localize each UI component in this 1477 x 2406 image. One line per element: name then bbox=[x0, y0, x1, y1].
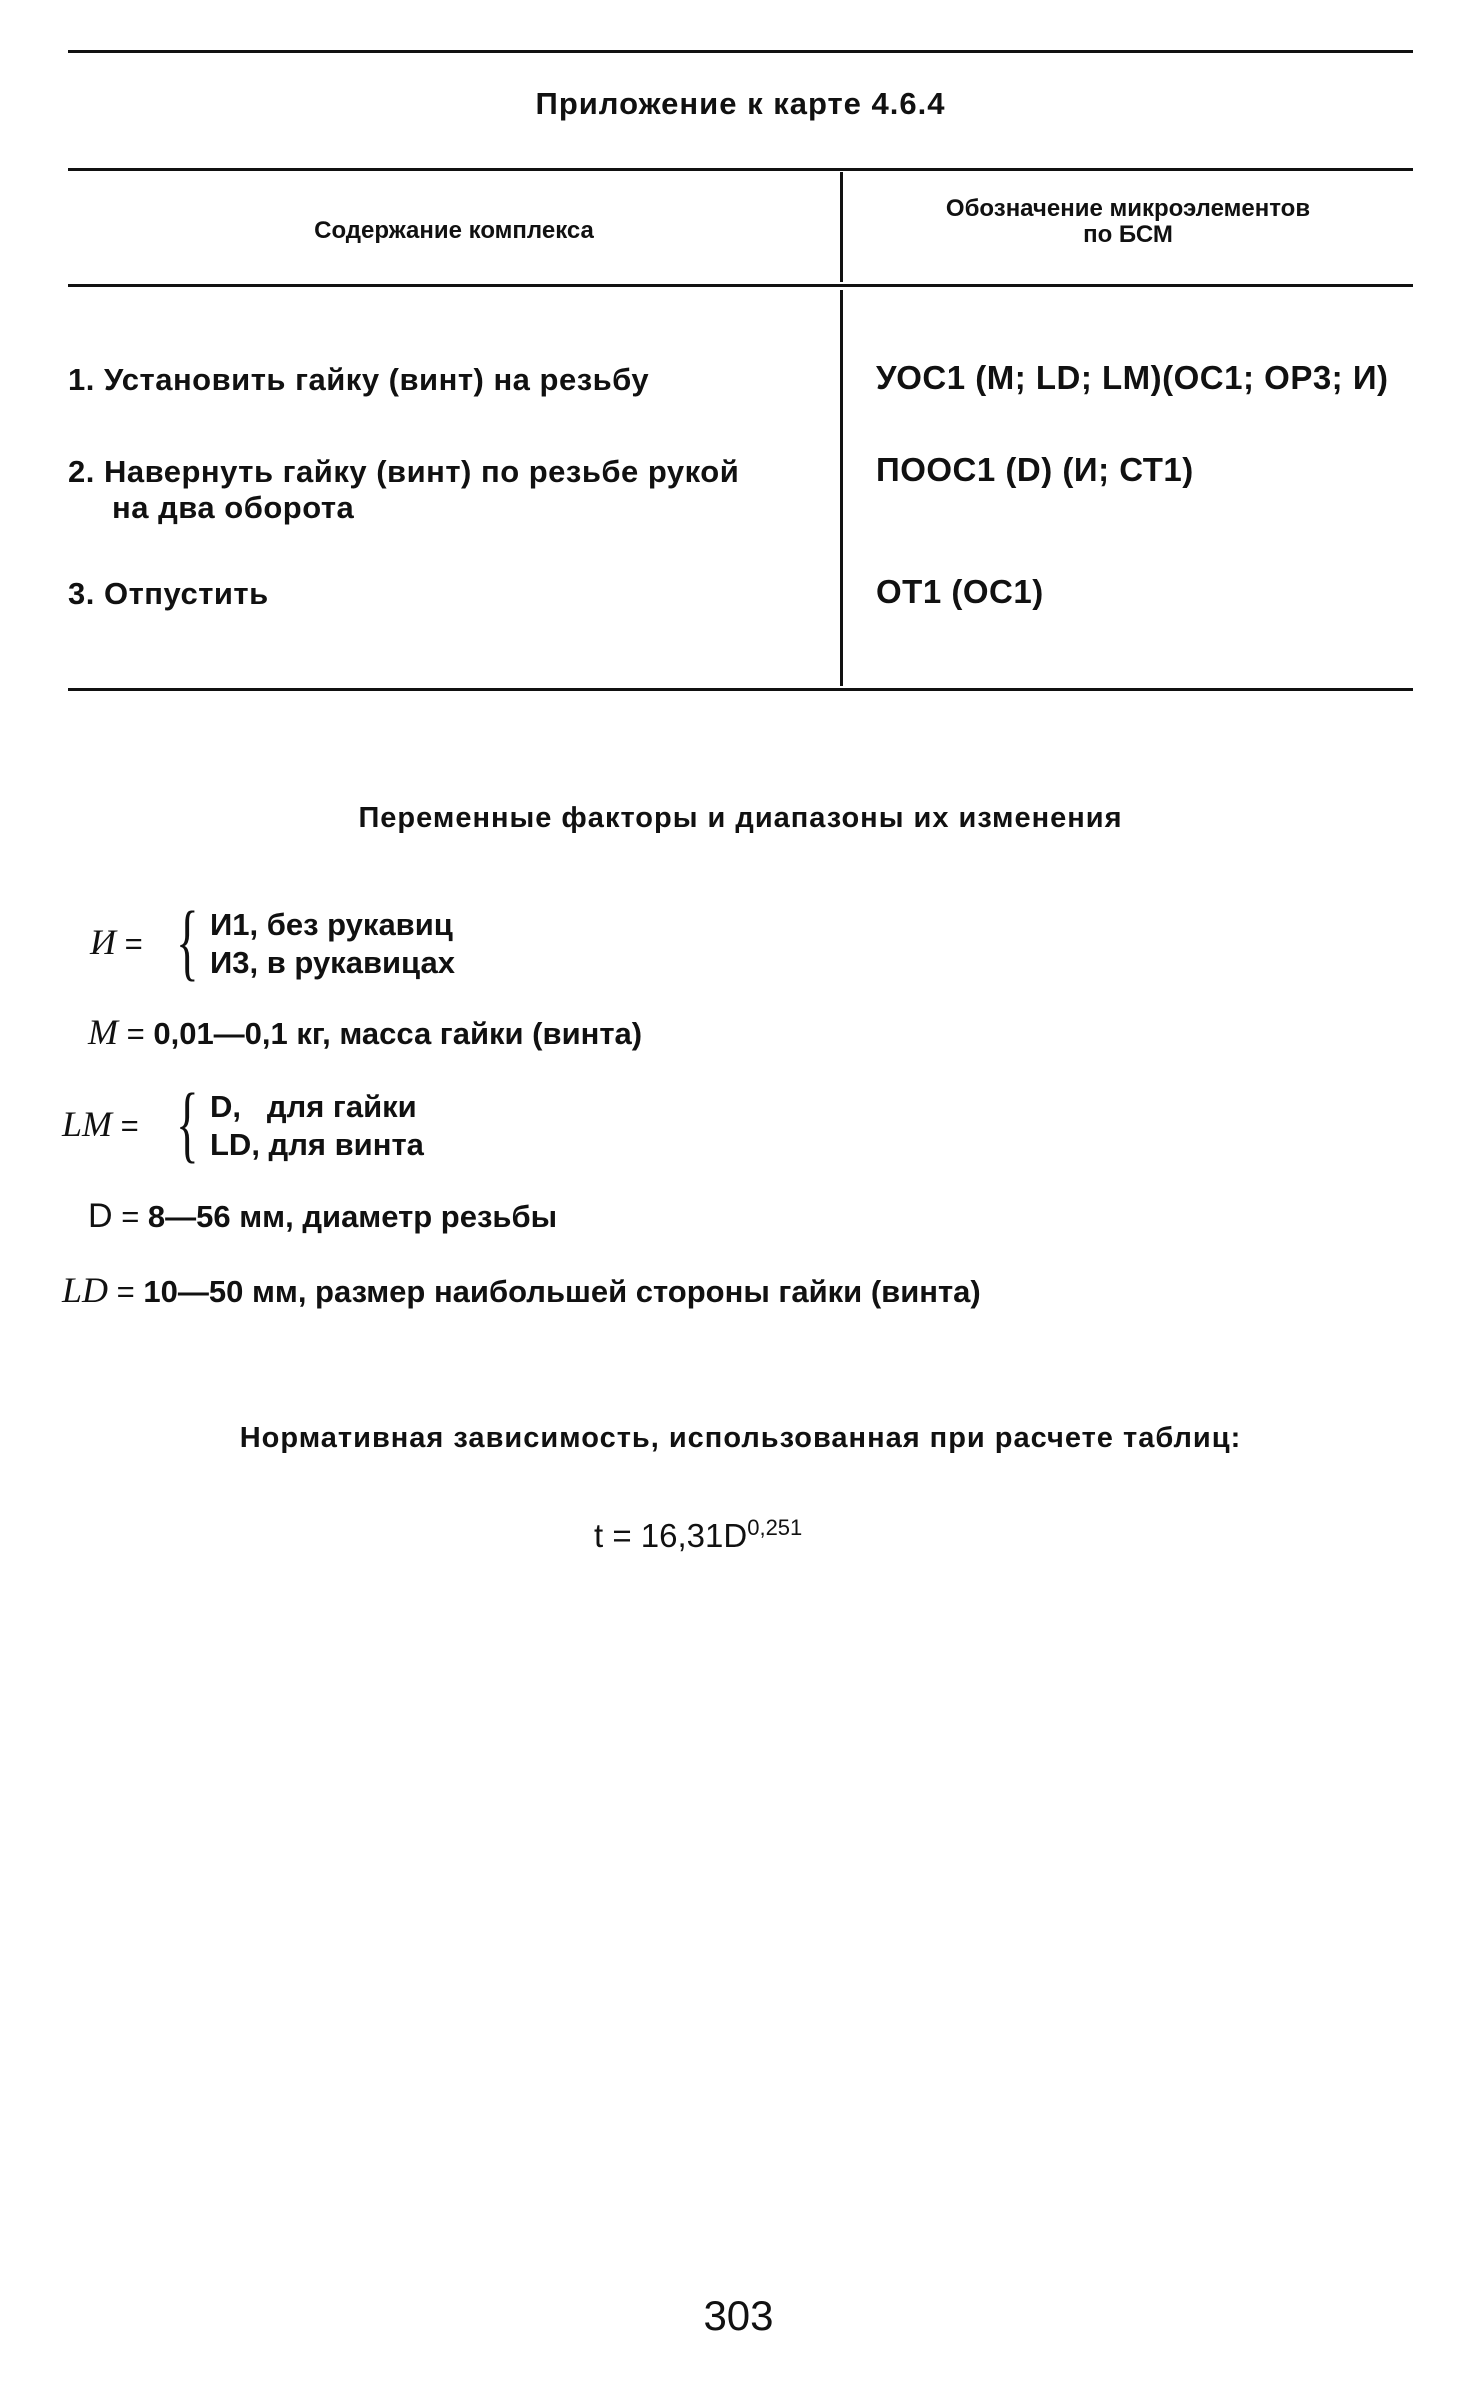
formula bbox=[594, 1510, 802, 1554]
top-rule bbox=[68, 50, 1413, 53]
header-bottom-rule bbox=[68, 284, 1413, 287]
page-number: 303 bbox=[703, 2292, 774, 2339]
row-2-content bbox=[68, 454, 828, 526]
row-3-code: ОТ1 (ОС1) bbox=[876, 573, 1044, 610]
variables-title: Переменные факторы и диапазоны их изменения bbox=[358, 802, 1123, 834]
var-d-row bbox=[88, 1198, 557, 1235]
row-2-code: ПООС1 (D) (И; СТ1) bbox=[876, 451, 1194, 488]
var-i-name: И bbox=[90, 922, 116, 962]
formula-exponent: 0,251 bbox=[747, 1515, 803, 1540]
var-lm-equals: = bbox=[120, 1108, 139, 1143]
header-divider bbox=[840, 172, 843, 282]
var-lm-name: LM bbox=[62, 1104, 113, 1144]
var-lm-option-1: D, для гайки bbox=[210, 1089, 417, 1124]
var-m-equals: = bbox=[126, 1016, 154, 1051]
var-ld-row bbox=[62, 1272, 981, 1310]
var-i-label bbox=[90, 924, 143, 962]
formula-equals: = bbox=[612, 1517, 641, 1554]
header-code-line2: по БСМ bbox=[1083, 221, 1173, 248]
table-top-rule bbox=[68, 168, 1413, 171]
var-lm-brace: { bbox=[176, 1075, 199, 1171]
formula-lhs: t bbox=[594, 1517, 604, 1554]
body-divider bbox=[840, 290, 843, 686]
var-ld-name: LD bbox=[62, 1270, 109, 1310]
var-i-equals: = bbox=[124, 926, 143, 961]
table-bottom-rule bbox=[68, 688, 1413, 691]
var-ld-text: 10—50 мм, размер наибольшей стороны гайки (винта) bbox=[143, 1274, 981, 1309]
var-lm-label bbox=[62, 1106, 139, 1144]
var-i-brace: { bbox=[176, 893, 199, 989]
var-ld-equals: = bbox=[116, 1274, 144, 1309]
row-2-content-line2: на два оборота bbox=[112, 490, 355, 525]
row-2-content-line1: 2. Навернуть гайку (винт) по резьбе рукой bbox=[68, 454, 740, 489]
var-m-text: 0,01—0,1 кг, масса гайки (винта) bbox=[153, 1016, 643, 1051]
row-1-content: 1. Установить гайку (винт) на резьбу bbox=[68, 362, 650, 397]
formula-base: 16,31D bbox=[640, 1517, 748, 1554]
dependency-title: Нормативная зависимость, использованная при расчете таблиц: bbox=[239, 1422, 1242, 1454]
var-m-row bbox=[88, 1014, 642, 1052]
var-lm-option-2: LD, для винта bbox=[210, 1127, 424, 1162]
var-d-text: 8—56 мм, диаметр резьбы bbox=[147, 1199, 558, 1234]
header-content: Содержание комплекса bbox=[314, 217, 594, 244]
var-i-option-1: И1, без рукавиц bbox=[210, 907, 453, 942]
header-code bbox=[843, 196, 1413, 248]
appendix-title: Приложение к карте 4.6.4 bbox=[535, 86, 946, 121]
var-d-equals: = bbox=[121, 1199, 148, 1234]
header-code-line1: Обозначение микроэлементов bbox=[945, 195, 1311, 222]
row-1-code: УОС1 (М; LD; LM)(ОС1; ОР3; И) bbox=[876, 359, 1389, 396]
var-d-name: D bbox=[88, 1197, 113, 1235]
row-3-content: 3. Отпустить bbox=[68, 576, 269, 611]
var-i-option-2: И3, в рукавицах bbox=[210, 945, 455, 980]
var-m-name: M bbox=[88, 1012, 118, 1052]
